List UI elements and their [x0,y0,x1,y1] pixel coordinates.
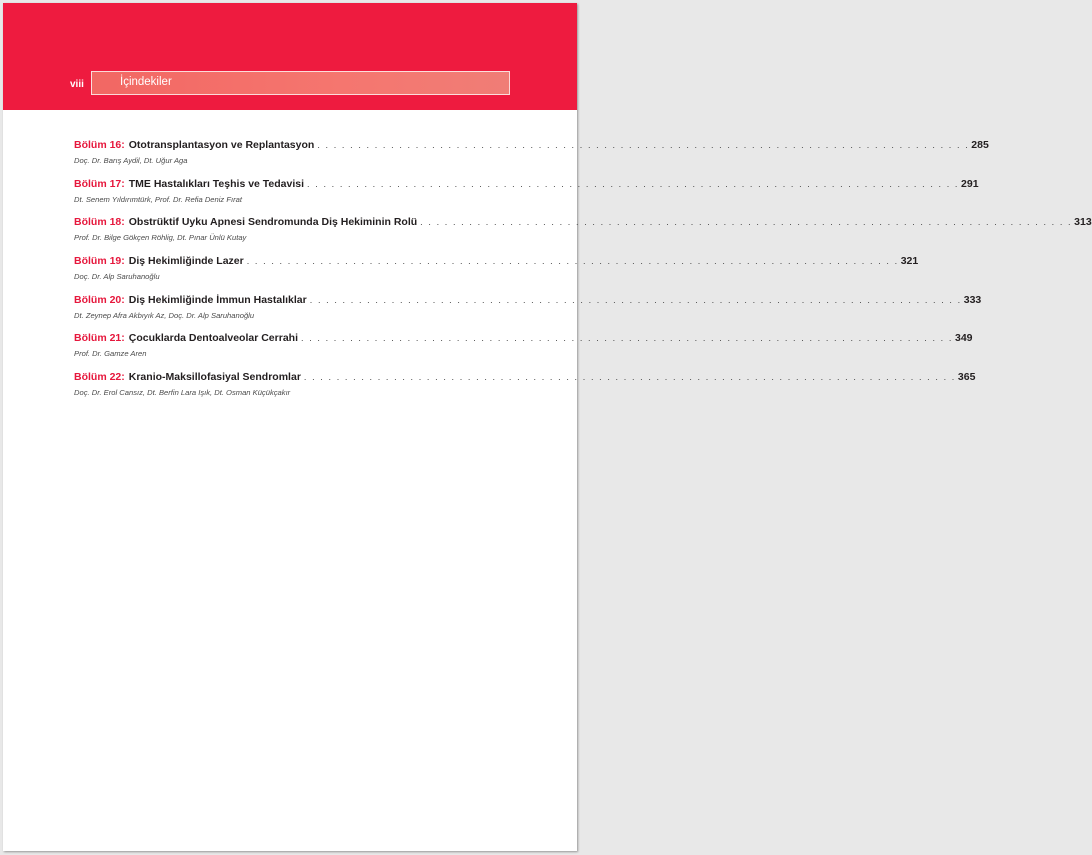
chapter-authors: Doç. Dr. Alp Saruhanoğlu [74,272,160,282]
chapter-title: Ototransplantasyon ve Replantasyon [128,139,315,151]
page-ref: 365 [957,371,976,384]
document-page [3,3,1092,851]
dot-leader: . . . . . . . . . . . . . . . . . . . . . . . . . . . . . . . . . . . . . . . . . . . . . . . . . . . . . . . . . . . . . . . . . . . . . . . . . . . . . . . . [309,294,962,305]
toc-entry-19[interactable] [74,255,919,294]
page-ref: 285 [971,139,989,151]
chapter-authors: Prof. Dr. Bilge Gökçen Röhlig, Dt. Pınar Ünlü Kutay [74,233,247,243]
dot-leader: . . . . . . . . . . . . . . . . . . . . . . . . . . . . . . . . . . . . . . . . . . . . . . . . . . . . . . . . . . . . . . . . . . . . . . . . . . . . . . . . [303,372,956,383]
section-title: İçindekiler [120,76,172,88]
chapter-label: Bölüm 16: [74,139,125,151]
toc-entry-18[interactable] [74,216,1092,255]
toc-entry-22[interactable] [74,371,976,410]
toc-entry-20[interactable] [74,293,982,333]
chapter-title: Diş Hekimliğinde İmmun Hastalıklar [128,293,307,306]
page-ref: 321 [900,255,919,268]
toc-entry-line[interactable] [74,216,1092,231]
toc-entry-21[interactable] [74,332,973,371]
toc-entry-16[interactable] [74,139,989,178]
chapter-label: Bölüm 19: [74,255,125,268]
page-ref: 313 [1074,216,1092,229]
dot-leader: . . . . . . . . . . . . . . . . . . . . . . . . . . . . . . . . . . . . . . . . . . . . . . . . . . . . . . . . . . . . . . . . . . . . . . . . . . . . . . . . [317,140,970,150]
header-title-bar [91,71,510,95]
chapter-authors: Doç. Dr. Barış Aydil, Dt. Uğur Aga [74,156,188,165]
toc-entry-line[interactable] [74,332,973,347]
toc-entry-line[interactable] [74,255,919,270]
chapter-label: Bölüm 22: [74,371,125,384]
chapter-label: Bölüm 18: [74,216,125,229]
chapter-authors: Dt. Zeynep Afra Akbıyık Az, Doç. Dr. Alp Saruhanoğlu [74,310,255,320]
dot-leader: . . . . . . . . . . . . . . . . . . . . . . . . . . . . . . . . . . . . . . . . . . . . . . . . . . . . . . . . . . . . . . . . . . . . . . . . . . . . . . . . [246,256,899,267]
toc-entry-17[interactable] [74,177,979,217]
chapter-label: Bölüm 17: [74,177,125,190]
chapter-title: Çocuklarda Dentoalveolar Cerrahi [128,332,298,345]
toc-entry-line[interactable] [74,293,982,309]
chapter-label: Bölüm 21: [74,332,125,345]
dot-leader: . . . . . . . . . . . . . . . . . . . . . . . . . . . . . . . . . . . . . . . . . . . . . . . . . . . . . . . . . . . . . . . . . . . . . . . . . . . . . . . . [301,333,953,344]
chapter-authors: Doç. Dr. Erol Cansız, Dt. Berfin Lara Işık, Dt. Osman Küçükçakır [74,388,291,398]
chapter-label: Bölüm 20: [74,293,125,306]
dot-leader: . . . . . . . . . . . . . . . . . . . . . . . . . . . . . . . . . . . . . . . . . . . . . . . . . . . . . . . . . . . . . . . . . . . . . . . . . . . . . . . . [307,178,960,189]
page-ref: 291 [961,177,979,190]
chapter-authors: Prof. Dr. Gamze Aren [74,349,147,359]
chapter-authors: Dt. Senem Yıldırımtürk, Prof. Dr. Refia Deniz Fırat [74,194,242,204]
chapter-title: TME Hastalıkları Teşhis ve Tedavisi [128,177,305,190]
chapter-title: Diş Hekimliğinde Lazer [128,255,244,268]
toc-entry-line[interactable] [74,371,976,386]
page-ref: 333 [963,293,982,306]
page-number: viii [70,79,84,90]
page-ref: 349 [954,332,973,345]
chapter-title: Obstrüktif Uyku Apnesi Sendromunda Diş Hekiminin Rolü [128,216,418,229]
chapter-title: Kranio-Maksillofasiyal Sendromlar [128,371,301,384]
dot-leader: . . . . . . . . . . . . . . . . . . . . . . . . . . . . . . . . . . . . . . . . . . . . . . . . . . . . . . . . . . . . . . . . . . . . . . . . . . . . . . . . [420,217,1073,228]
header-band [3,3,577,110]
table-of-contents [74,139,1092,410]
toc-entry-line[interactable] [74,177,979,193]
toc-entry-line[interactable] [74,139,989,154]
